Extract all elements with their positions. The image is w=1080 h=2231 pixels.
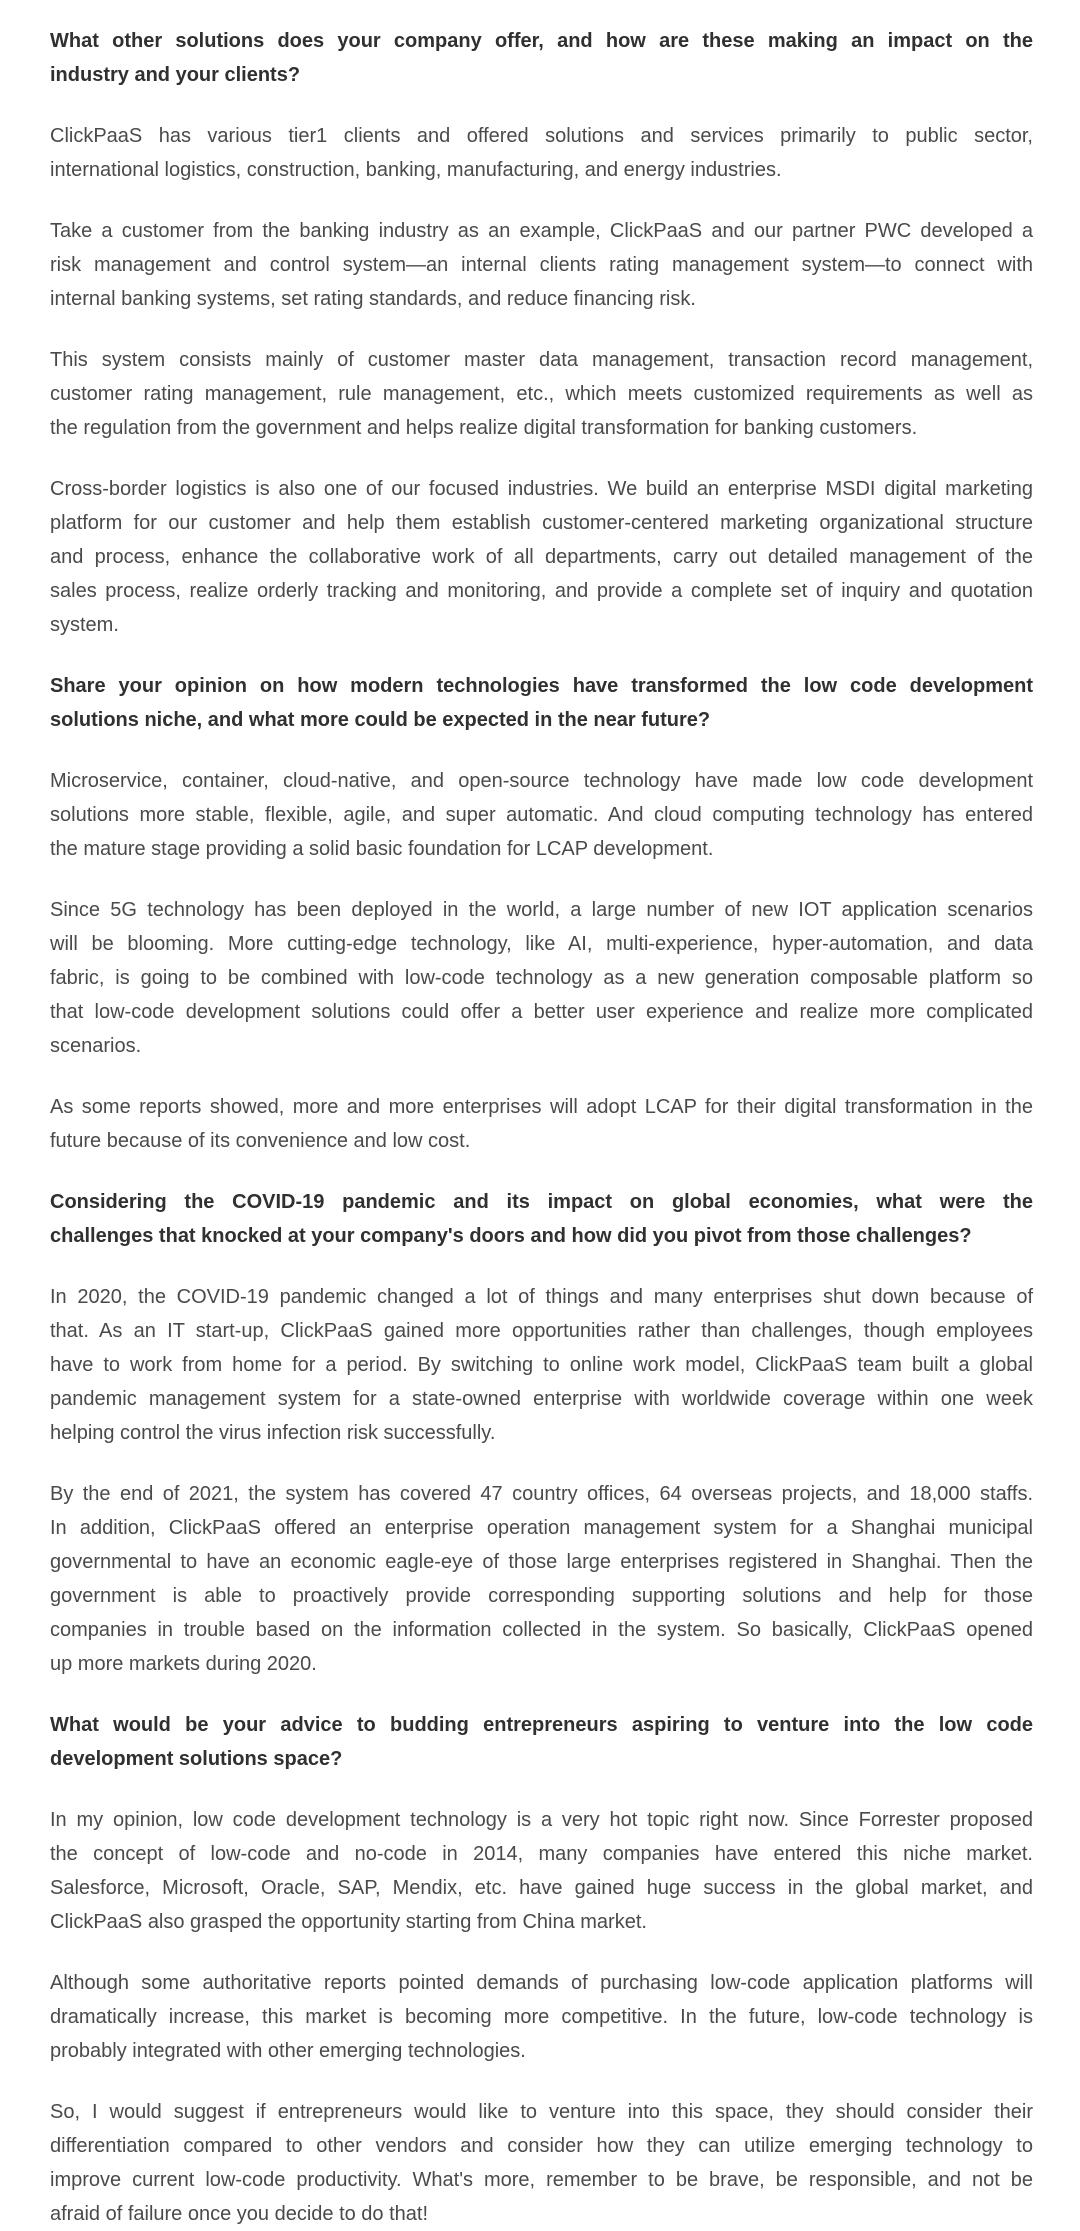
question-heading [50,24,1033,92]
text-line: By the end of 2021, the system has covered 47 country offices, 64 overseas projects, and 18,000 staffs. [50,1483,1033,1505]
text-line: Salesforce, Microsoft, Oracle, SAP, Mendix, etc. have gained huge success in the global market, and [50,1877,1033,1899]
text-line: afraid of failure once you decide to do that! [50,2203,429,2225]
text-line: scenarios. [50,1035,142,1057]
question-heading [50,1708,1033,1776]
text-line: challenges that knocked at your company's doors and how did you pivot from those challenges? [50,1225,972,1247]
text-line: governmental to have an economic eagle-eye of those large enterprises registered in Shanghai. Then the [50,1551,1033,1573]
text-line: Considering the COVID-19 pandemic and its impact on global economies, what were the [50,1191,1033,1213]
text-line: This system consists mainly of customer master data management, transaction record management, [50,349,1033,371]
text-line: ClickPaaS has various tier1 clients and offered solutions and services primarily to public sector, [50,125,1033,147]
answer-paragraph [50,1803,1033,1939]
text-line: So, I would suggest if entrepreneurs would like to venture into this space, they should consider their [50,2101,1033,2123]
text-line: industry and your clients? [50,64,301,86]
text-line: will be blooming. More cutting-edge technology, like AI, multi-experience, hyper-automation, and data [50,933,1033,955]
text-line: future because of its convenience and low cost. [50,1130,471,1152]
text-line: platform for our customer and help them establish customer-centered marketing organizational structure [50,512,1033,534]
text-line: the mature stage providing a solid basic foundation for LCAP development. [50,838,714,860]
question-heading [50,669,1033,737]
text-line: pandemic management system for a state-owned enterprise with worldwide coverage within one week [50,1388,1033,1410]
text-line: Cross-border logistics is also one of our focused industries. We build an enterprise MSDI digital marketing [50,478,1033,500]
text-line: Since 5G technology has been deployed in the world, a large number of new IOT application scenarios [50,899,1033,921]
answer-paragraph [50,214,1033,316]
text-line: Take a customer from the banking industry as an example, ClickPaaS and our partner PWC developed a [50,220,1033,242]
text-line: improve current low-code productivity. What's more, remember to be brave, be responsible, and not be [50,2169,1033,2191]
text-line: companies in trouble based on the information collected in the system. So basically, ClickPaaS opened [50,1619,1033,1641]
answer-paragraph [50,343,1033,445]
text-line: that low-code development solutions could offer a better user experience and realize more complicated [50,1001,1033,1023]
text-line: international logistics, construction, banking, manufacturing, and energy industries. [50,159,782,181]
text-line: internal banking systems, set rating standards, and reduce financing risk. [50,288,696,310]
text-line: development solutions space? [50,1748,343,1770]
text-line: probably integrated with other emerging technologies. [50,2040,526,2062]
text-line: What would be your advice to budding entrepreneurs aspiring to venture into the low code [50,1714,1033,1736]
text-line: helping control the virus infection risk successfully. [50,1422,496,1444]
text-line: Share your opinion on how modern technologies have transformed the low code development [50,675,1033,697]
answer-paragraph [50,1966,1033,2068]
answer-paragraph [50,2095,1033,2231]
answer-paragraph [50,119,1033,187]
answer-paragraph [50,893,1033,1063]
text-line: risk management and control system—an internal clients rating management system—to connect with [50,254,1033,276]
text-line: ClickPaaS also grasped the opportunity starting from China market. [50,1911,647,1933]
text-line: Although some authoritative reports pointed demands of purchasing low-code application platforms will [50,1972,1033,1994]
text-line: the regulation from the government and helps realize digital transformation for banking customers. [50,417,918,439]
question-heading [50,1185,1033,1253]
answer-paragraph [50,1090,1033,1158]
answer-paragraph [50,1280,1033,1450]
text-line: that. As an IT start-up, ClickPaaS gained more opportunities rather than challenges, though employees [50,1320,1033,1342]
text-line: sales process, realize orderly tracking and monitoring, and provide a complete set of inquiry and quotation [50,580,1033,602]
answer-paragraph [50,472,1033,642]
answer-paragraph [50,764,1033,866]
text-line: system. [50,614,119,636]
text-line: dramatically increase, this market is becoming more competitive. In the future, low-code technology is [50,2006,1033,2028]
text-line: fabric, is going to be combined with low-code technology as a new generation composable platform so [50,967,1033,989]
text-line: Microservice, container, cloud-native, and open-source technology have made low code development [50,770,1033,792]
text-line: In 2020, the COVID-19 pandemic changed a lot of things and many enterprises shut down because of [50,1286,1033,1308]
text-line: and process, enhance the collaborative work of all departments, carry out detailed management of the [50,546,1033,568]
text-line: In my opinion, low code development technology is a very hot topic right now. Since Forrester proposed [50,1809,1033,1831]
text-line: the concept of low-code and no-code in 2014, many companies have entered this niche market. [50,1843,1033,1865]
answer-paragraph [50,1477,1033,1681]
text-line: solutions niche, and what more could be expected in the near future? [50,709,711,731]
text-line: What other solutions does your company offer, and how are these making an impact on the [50,30,1033,52]
text-line: up more markets during 2020. [50,1653,317,1675]
text-line: As some reports showed, more and more enterprises will adopt LCAP for their digital transformation in the [50,1096,1033,1118]
text-line: have to work from home for a period. By switching to online work model, ClickPaaS team built a global [50,1354,1033,1376]
text-line: government is able to proactively provide corresponding supporting solutions and help for those [50,1585,1033,1607]
text-line: In addition, ClickPaaS offered an enterprise operation management system for a Shanghai municipal [50,1517,1033,1539]
text-line: customer rating management, rule management, etc., which meets customized requirements as well as [50,383,1033,405]
text-line: solutions more stable, flexible, agile, and super automatic. And cloud computing technology has entered [50,804,1033,826]
text-line: differentiation compared to other vendors and consider how they can utilize emerging technology to [50,2135,1033,2157]
